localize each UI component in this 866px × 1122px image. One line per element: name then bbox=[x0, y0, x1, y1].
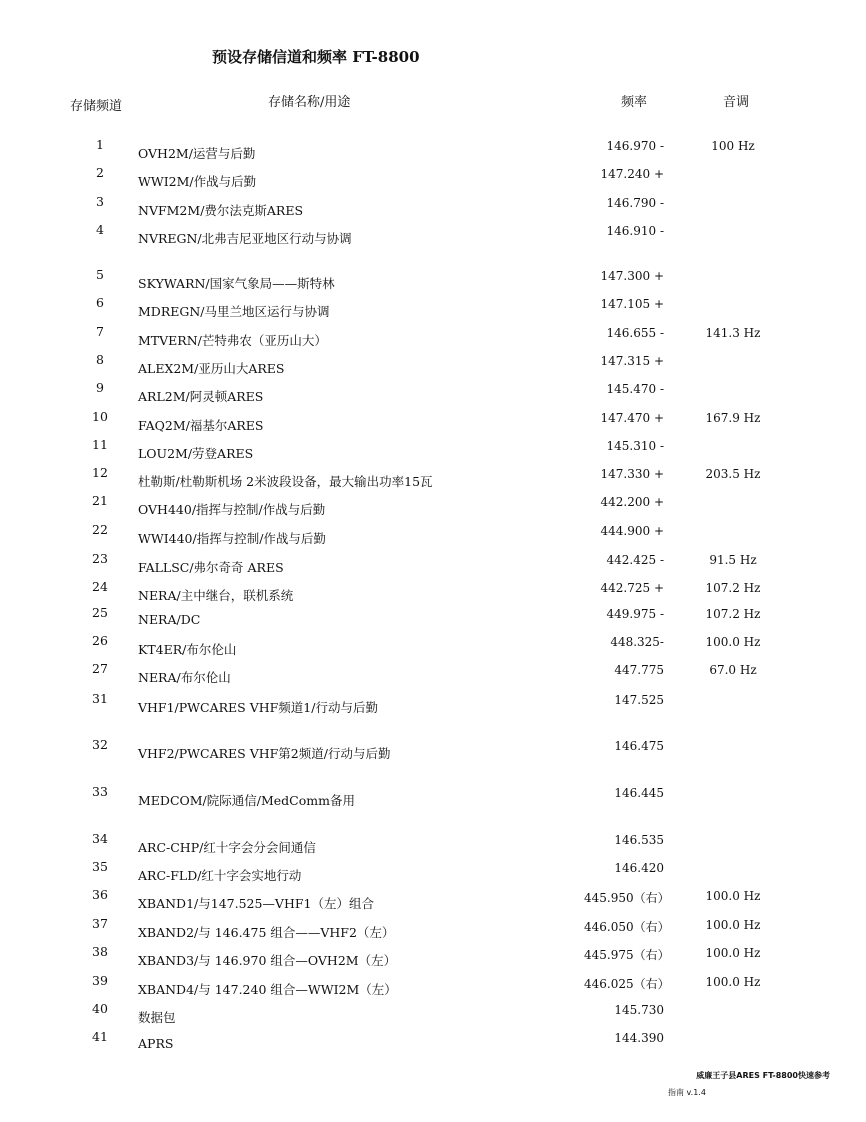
channel-number: 6 bbox=[96, 295, 104, 310]
channel-name: XBAND3/与 146.970 组合—OVH2M（左） bbox=[138, 953, 397, 968]
table-row bbox=[0, 859, 866, 883]
channel-frequency: 448.325- bbox=[610, 635, 664, 649]
channel-frequency: 146.790 - bbox=[606, 196, 664, 210]
channel-frequency: 147.300 + bbox=[600, 269, 664, 283]
channel-name: XBAND1/与147.525—VHF1（左）组合 bbox=[138, 896, 374, 911]
channel-frequency: 147.315 + bbox=[600, 354, 664, 368]
channel-name: ARC-FLD/红十字会实地行动 bbox=[138, 868, 302, 883]
channel-name: XBAND2/与 146.475 组合——VHF2（左） bbox=[138, 925, 395, 940]
channel-number: 1 bbox=[96, 137, 104, 152]
table-row bbox=[0, 493, 866, 517]
channel-frequency: 449.975 - bbox=[606, 607, 664, 621]
channel-frequency: 145.470 - bbox=[606, 382, 664, 396]
table-row bbox=[0, 1029, 866, 1053]
channel-number: 11 bbox=[92, 437, 108, 452]
channel-tone: 100.0 Hz bbox=[705, 635, 761, 649]
footer-reference: 威廉王子县ARES FT-8800快速参考 bbox=[696, 1071, 830, 1080]
channel-name: OVH2M/运营与后勤 bbox=[138, 146, 256, 161]
channel-name: MTVERN/芒特弗农（亚历山大） bbox=[138, 333, 327, 348]
table-row bbox=[0, 465, 866, 489]
table-row bbox=[0, 137, 866, 161]
channel-tone: 107.2 Hz bbox=[705, 607, 761, 621]
table-row bbox=[0, 409, 866, 433]
channel-frequency: 147.105 + bbox=[600, 297, 664, 311]
table-row bbox=[0, 1001, 866, 1025]
channel-frequency: 146.910 - bbox=[606, 224, 664, 238]
channel-name: 数据包 bbox=[138, 1010, 176, 1025]
channel-tone: 107.2 Hz bbox=[705, 581, 761, 595]
channel-name: WWI2M/作战与后勤 bbox=[138, 174, 257, 189]
channel-number: 26 bbox=[92, 633, 108, 648]
channel-number: 22 bbox=[92, 522, 108, 537]
channel-frequency: 445.975（右） bbox=[584, 948, 670, 962]
channel-name: WWI440/指挥与控制/作战与后勤 bbox=[138, 531, 326, 546]
page-title: 预设存储信道和频率 FT-8800 bbox=[212, 48, 420, 66]
channel-frequency: 146.420 bbox=[614, 861, 664, 875]
channel-frequency: 146.535 bbox=[614, 833, 664, 847]
channel-number: 12 bbox=[92, 465, 108, 480]
channel-number: 33 bbox=[92, 784, 108, 799]
channel-name: LOU2M/劳登ARES bbox=[138, 446, 254, 461]
channel-frequency: 446.050（右） bbox=[584, 920, 670, 934]
header-frequency: 频率 bbox=[621, 95, 648, 110]
channel-number: 38 bbox=[92, 944, 108, 959]
channel-tone: 167.9 Hz bbox=[705, 411, 761, 425]
channel-name: MDREGN/马里兰地区运行与协调 bbox=[138, 304, 330, 319]
channel-name: ARC-CHP/红十字会分会间通信 bbox=[138, 840, 316, 855]
table-row bbox=[0, 380, 866, 404]
channel-name: NERA/主中继台，联机系统 bbox=[138, 588, 294, 603]
channel-frequency: 145.310 - bbox=[606, 439, 664, 453]
channel-frequency: 147.240 + bbox=[600, 167, 664, 181]
channel-name: OVH440/指挥与控制/作战与后勤 bbox=[138, 502, 326, 517]
table-row bbox=[0, 887, 866, 911]
channel-name: 杜勒斯/杜勒斯机场 2米波段设备，最大输出功率15瓦 bbox=[138, 474, 433, 489]
channel-number: 25 bbox=[92, 605, 108, 620]
channel-frequency: 147.525 bbox=[614, 693, 664, 707]
channel-name: XBAND4/与 147.240 组合—WWI2M（左） bbox=[138, 982, 397, 997]
channel-frequency: 145.730 bbox=[614, 1003, 664, 1017]
channel-number: 8 bbox=[96, 352, 104, 367]
table-row bbox=[0, 194, 866, 218]
table-row bbox=[0, 579, 866, 603]
channel-tone: 100.0 Hz bbox=[705, 889, 761, 903]
header-tone: 音调 bbox=[723, 95, 750, 110]
channel-name: ARL2M/阿灵顿ARES bbox=[138, 389, 264, 404]
channel-name: MEDCOM/院际通信/MedComm备用 bbox=[138, 793, 355, 808]
channel-number: 23 bbox=[92, 551, 108, 566]
channel-name: VHF1/PWCARES VHF频道1/行动与后勤 bbox=[138, 700, 378, 715]
channel-number: 5 bbox=[96, 267, 104, 282]
channel-frequency: 144.390 bbox=[614, 1031, 664, 1045]
table-row bbox=[0, 295, 866, 319]
channel-frequency: 442.725 + bbox=[600, 581, 664, 595]
channel-name: SKYWARN/国家气象局——斯特林 bbox=[138, 276, 335, 291]
channel-number: 21 bbox=[92, 493, 108, 508]
channel-tone: 203.5 Hz bbox=[705, 467, 761, 481]
table-row bbox=[0, 831, 866, 855]
table-row bbox=[0, 222, 866, 246]
channel-name: NERA/DC bbox=[138, 612, 201, 627]
channel-frequency: 446.025（右） bbox=[584, 977, 670, 991]
channel-frequency: 442.425 - bbox=[606, 553, 664, 567]
table-row bbox=[0, 633, 866, 657]
channel-tone: 100.0 Hz bbox=[705, 946, 761, 960]
channel-number: 35 bbox=[92, 859, 108, 874]
header-name: 存储名称/用途 bbox=[268, 95, 351, 110]
channel-frequency: 146.970 - bbox=[606, 139, 664, 153]
channel-frequency: 146.475 bbox=[614, 739, 664, 753]
table-row bbox=[0, 165, 866, 189]
channel-name: NVREGN/北弗吉尼亚地区行动与协调 bbox=[138, 231, 352, 246]
channel-number: 9 bbox=[96, 380, 104, 395]
channel-number: 41 bbox=[92, 1029, 108, 1044]
channel-number: 24 bbox=[92, 579, 108, 594]
footer-version: 指南 v.1.4 bbox=[668, 1088, 706, 1097]
channel-tone: 91.5 Hz bbox=[709, 553, 757, 567]
channel-name: KT4ER/布尔伦山 bbox=[138, 642, 237, 657]
channel-tone: 141.3 Hz bbox=[705, 326, 761, 340]
table-row bbox=[0, 661, 866, 685]
channel-number: 39 bbox=[92, 973, 108, 988]
table-row bbox=[0, 352, 866, 376]
table-row bbox=[0, 784, 866, 808]
table-row bbox=[0, 605, 866, 629]
channel-tone: 100.0 Hz bbox=[705, 975, 761, 989]
table-row bbox=[0, 973, 866, 997]
channel-tone: 100 Hz bbox=[711, 139, 755, 153]
table-row bbox=[0, 437, 866, 461]
channel-number: 2 bbox=[96, 165, 104, 180]
channel-number: 40 bbox=[92, 1001, 108, 1016]
channel-number: 34 bbox=[92, 831, 108, 846]
channel-name: ALEX2M/亚历山大ARES bbox=[138, 361, 285, 376]
channel-frequency: 146.445 bbox=[614, 786, 664, 800]
channel-number: 3 bbox=[96, 194, 104, 209]
table-row bbox=[0, 944, 866, 968]
channel-frequency: 447.775 bbox=[614, 663, 664, 677]
table-row bbox=[0, 551, 866, 575]
channel-frequency: 442.200 + bbox=[600, 495, 664, 509]
channel-name: FAQ2M/福基尔ARES bbox=[138, 418, 264, 433]
channel-frequency: 146.655 - bbox=[606, 326, 664, 340]
table-row bbox=[0, 916, 866, 940]
channel-frequency: 445.950（右） bbox=[584, 891, 670, 905]
table-row bbox=[0, 522, 866, 546]
channel-frequency: 147.330 + bbox=[600, 467, 664, 481]
channel-number: 31 bbox=[92, 691, 108, 706]
channel-name: VHF2/PWCARES VHF第2频道/行动与后勤 bbox=[138, 746, 391, 761]
channel-name: APRS bbox=[138, 1036, 174, 1051]
table-row bbox=[0, 737, 866, 761]
channel-name: FALLSC/弗尔奇奇 ARES bbox=[138, 560, 284, 575]
channel-number: 32 bbox=[92, 737, 108, 752]
table-row bbox=[0, 267, 866, 291]
table-row bbox=[0, 691, 866, 715]
channel-frequency: 147.470 + bbox=[600, 411, 664, 425]
table-row bbox=[0, 324, 866, 348]
channel-frequency: 444.900 + bbox=[600, 524, 664, 538]
channel-number: 10 bbox=[92, 409, 108, 424]
channel-name: NERA/布尔伦山 bbox=[138, 670, 231, 685]
channel-tone: 67.0 Hz bbox=[709, 663, 757, 677]
channel-number: 7 bbox=[96, 324, 104, 339]
header-channel: 存储频道 bbox=[70, 99, 123, 114]
channel-number: 27 bbox=[92, 661, 108, 676]
channel-tone: 100.0 Hz bbox=[705, 918, 761, 932]
channel-name: NVFM2M/费尔法克斯ARES bbox=[138, 203, 304, 218]
channel-number: 36 bbox=[92, 887, 108, 902]
channel-number: 37 bbox=[92, 916, 108, 931]
channel-number: 4 bbox=[96, 222, 104, 237]
